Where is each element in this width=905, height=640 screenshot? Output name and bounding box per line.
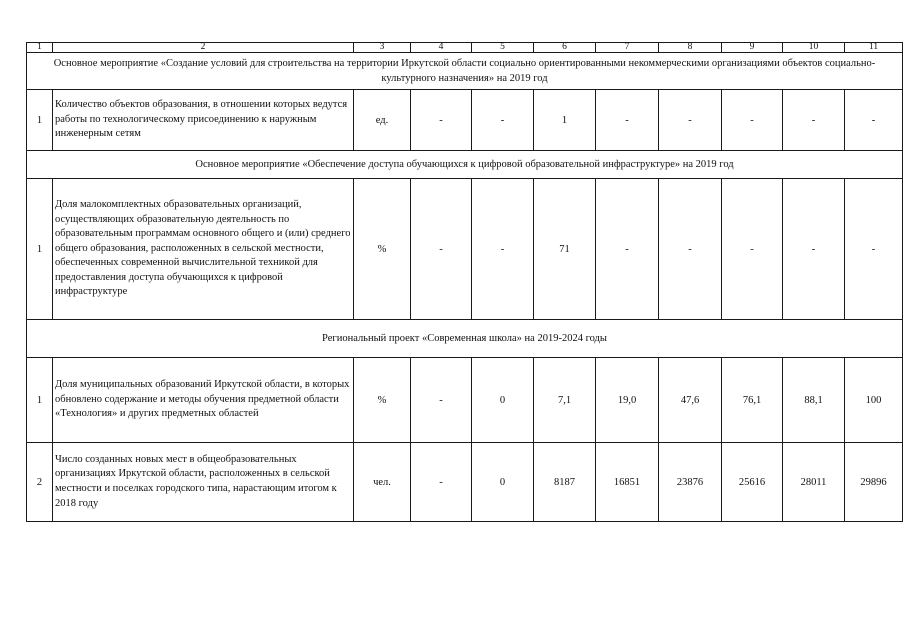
value-cell: -	[472, 90, 534, 151]
value-cell: 23876	[659, 443, 722, 522]
section-header-row	[27, 320, 903, 358]
value-cell: -	[783, 90, 845, 151]
indicator-name: Число созданных новых мест в общеобразовательных организациях Иркутской области, расположенных в сельской местности и поселках городского типа, нарастающим итогом к 2018 году	[53, 443, 354, 522]
column-number: 2	[53, 43, 354, 53]
unit-cell: чел.	[354, 443, 411, 522]
value-cell: -	[411, 443, 472, 522]
row-number: 1	[27, 358, 53, 443]
value-cell: 88,1	[783, 358, 845, 443]
value-cell: -	[783, 179, 845, 320]
value-cell: 100	[845, 358, 903, 443]
column-number: 8	[659, 43, 722, 53]
value-cell: -	[596, 179, 659, 320]
value-cell: -	[722, 179, 783, 320]
table-row	[27, 179, 903, 320]
value-cell: -	[659, 179, 722, 320]
value-cell: 8187	[534, 443, 596, 522]
value-cell: -	[596, 90, 659, 151]
value-cell: -	[722, 90, 783, 151]
value-cell: -	[845, 179, 903, 320]
value-cell: -	[472, 179, 534, 320]
value-cell: 76,1	[722, 358, 783, 443]
value-cell: 25616	[722, 443, 783, 522]
value-cell: -	[845, 90, 903, 151]
value-cell: -	[659, 90, 722, 151]
section-title: Основное мероприятие «Обеспечение доступа обучающихся к цифровой образовательной инфраструктуре» на 2019 год	[27, 151, 903, 179]
column-number: 9	[722, 43, 783, 53]
value-cell: 1	[534, 90, 596, 151]
column-number: 3	[354, 43, 411, 53]
value-cell: 29896	[845, 443, 903, 522]
section-title: Основное мероприятие «Создание условий для строительства на территории Иркутской области социально ориентированными некоммерческими организациями объектов социально-культурного назначения» на 2019 год	[27, 53, 903, 90]
row-number: 2	[27, 443, 53, 522]
section-header-row	[27, 53, 903, 90]
indicator-name: Доля муниципальных образований Иркутской области, в которых обновлено содержание и методы обучения предметной области «Технология» и других предметных областей	[53, 358, 354, 443]
column-number: 6	[534, 43, 596, 53]
column-number-header	[27, 43, 903, 53]
value-cell: -	[411, 358, 472, 443]
value-cell: 7,1	[534, 358, 596, 443]
unit-cell: %	[354, 358, 411, 443]
indicators-table	[26, 42, 903, 522]
indicator-name: Количество объектов образования, в отношении которых ведутся работы по технологическому присоединению к наружным инженерным сетям	[53, 90, 354, 151]
value-cell: 16851	[596, 443, 659, 522]
column-number: 1	[27, 43, 53, 53]
section-header-row	[27, 151, 903, 179]
column-number: 5	[472, 43, 534, 53]
value-cell: 71	[534, 179, 596, 320]
table-row	[27, 90, 903, 151]
column-number: 4	[411, 43, 472, 53]
unit-cell: ед.	[354, 90, 411, 151]
column-number: 7	[596, 43, 659, 53]
column-number: 11	[845, 43, 903, 53]
value-cell: -	[411, 90, 472, 151]
value-cell: 0	[472, 358, 534, 443]
table-row	[27, 358, 903, 443]
column-number: 10	[783, 43, 845, 53]
section-title: Региональный проект «Современная школа» на 2019-2024 годы	[27, 320, 903, 358]
row-number: 1	[27, 179, 53, 320]
row-number: 1	[27, 90, 53, 151]
indicator-name: Доля малокомплектных образовательных организаций, осуществляющих образовательную деятельность по образовательным программам основного общего и (или) среднего общего образования, расположенных в сельской местности, обеспеченных современной вычислительной техникой для предоставления доступа обучающихся к цифровой инфраструктуре	[53, 179, 354, 320]
value-cell: 28011	[783, 443, 845, 522]
value-cell: 47,6	[659, 358, 722, 443]
unit-cell: %	[354, 179, 411, 320]
value-cell: -	[411, 179, 472, 320]
table-row	[27, 443, 903, 522]
value-cell: 19,0	[596, 358, 659, 443]
value-cell: 0	[472, 443, 534, 522]
